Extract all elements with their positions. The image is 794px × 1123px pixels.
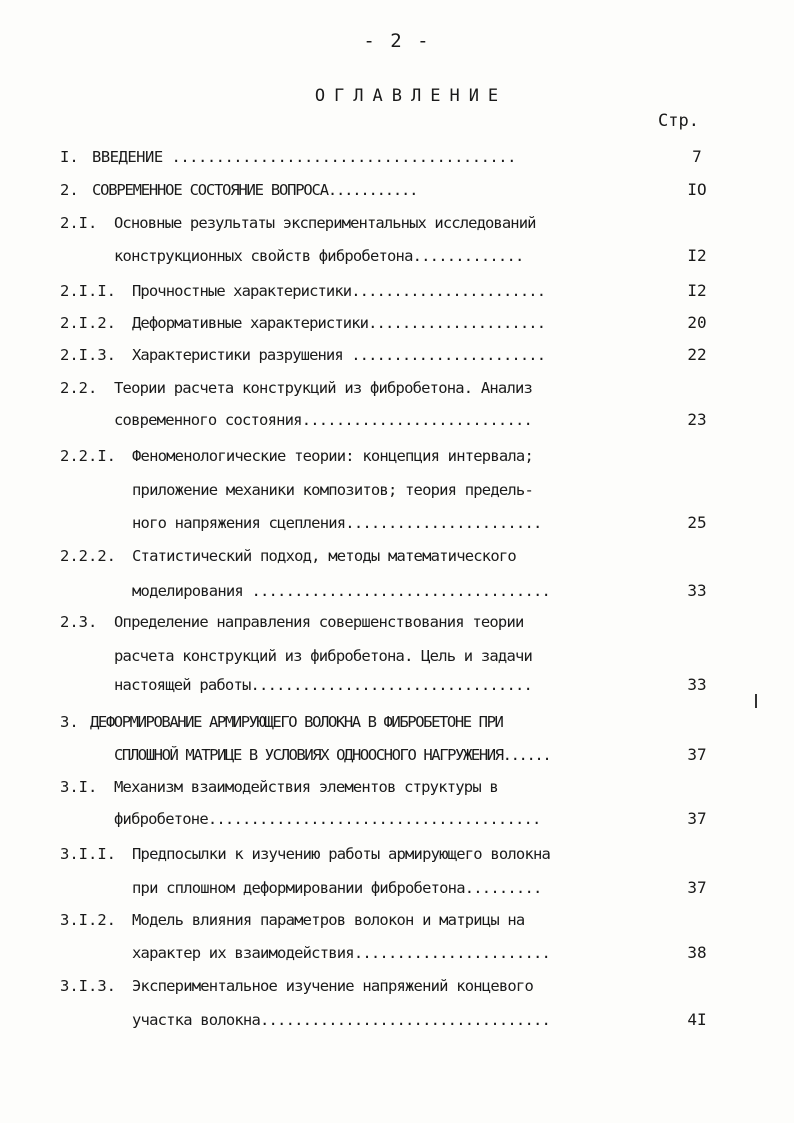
toc-entry-page: 20	[687, 313, 707, 332]
toc-entry-text: Основные результаты экспериментальных исследований	[114, 214, 536, 232]
toc-entry-number: 2.3.	[60, 613, 98, 631]
toc-entry-text: расчета конструкций из фибробетона. Цель и задачи	[114, 647, 533, 665]
page-number: - 2 -	[363, 30, 431, 52]
toc-entry-number: 2.I.	[60, 214, 98, 232]
toc-entry	[0, 342, 794, 368]
toc-entry-text: участка волокна..................................	[132, 1011, 551, 1029]
toc-entry-page: 22	[687, 345, 707, 364]
toc-entry-number: 2.I.I.	[60, 282, 116, 300]
toc-entry-page: 33	[687, 675, 707, 694]
toc-entry-number: 2.2.I.	[60, 447, 116, 465]
toc-entry-number: 3.I.2.	[60, 911, 116, 929]
toc-entry-number: 3.	[60, 713, 79, 731]
toc-entry	[0, 278, 794, 304]
toc-entry-text: Прочностные характеристики.......................	[132, 282, 546, 300]
toc-entry	[0, 177, 794, 203]
toc-entry-page: 33	[687, 581, 707, 600]
toc-entry	[0, 477, 794, 503]
toc-entry-number: 2.	[60, 181, 79, 199]
toc-entry-page: 38	[687, 943, 707, 962]
toc-entry-text: ного напряжения сцепления.......................	[132, 514, 542, 532]
toc-entry	[0, 709, 794, 735]
toc-entry-number: 2.I.2.	[60, 314, 116, 332]
toc-entry	[0, 841, 794, 867]
toc-entry-text: ДЕФОРМИРОВАНИЕ АРМИРУЮЩЕГО ВОЛОКНА В ФИБРОБЕТОНЕ ПРИ	[90, 713, 503, 731]
toc-entry	[0, 310, 794, 336]
toc-entry	[0, 407, 794, 433]
toc-entry	[0, 375, 794, 401]
toc-entry	[0, 806, 794, 832]
toc-entry-text: Определение направления совершенствования теории	[114, 613, 524, 631]
toc-entry-text: СПЛОШНОЙ МАТРИЦЕ В УСЛОВИЯХ ОДНООСНОГО НАГРУЖЕНИЯ......	[114, 746, 551, 764]
toc-entry-page: 37	[687, 809, 707, 828]
page-column-header: Стр.	[658, 111, 699, 131]
toc-entry-number: 3.I.	[60, 778, 98, 796]
toc-entry-number: 3.I.I.	[60, 845, 116, 863]
toc-entry	[0, 643, 794, 669]
toc-entry	[0, 243, 794, 269]
toc-entry-page: 7	[692, 147, 702, 166]
toc-entry-text: Характеристики разрушения .......................	[132, 346, 546, 364]
toc-entry-number: 2.2.	[60, 379, 98, 397]
toc-entry	[0, 742, 794, 768]
toc-entry	[0, 578, 794, 604]
toc-entry-page: 37	[687, 745, 707, 764]
toc-entry	[0, 940, 794, 966]
toc-entry-text: Предпосылки к изучению работы армирующего волокна	[132, 845, 551, 863]
toc-entry-text: конструкционных свойств фибробетона.............	[114, 247, 524, 265]
toc-entry-text: Статистический подход, методы математического	[132, 547, 516, 565]
toc-entry-text: Модель влияния параметров волокон и матрицы на	[132, 911, 525, 929]
toc-entry-text: Экспериментальное изучение напряжений концевого	[132, 977, 533, 995]
toc-entry-number: I.	[60, 148, 79, 166]
toc-entry-text: СОВРЕМЕННОЕ СОСТОЯНИЕ ВОПРОСА...........	[92, 181, 418, 199]
toc-entry	[0, 144, 794, 170]
toc-entry-text: при сплошном деформировании фибробетона.........	[132, 879, 542, 897]
toc-entry	[0, 973, 794, 999]
toc-entry	[0, 907, 794, 933]
toc-entry-text: характер их взаимодействия.......................	[132, 944, 551, 962]
toc-entry	[0, 1007, 794, 1033]
toc-entry-page: 25	[687, 513, 707, 532]
toc-entry-text: приложение механики композитов; теория предель-	[132, 481, 533, 499]
toc-entry	[0, 443, 794, 469]
toc-entry	[0, 543, 794, 569]
toc-entry-text: Деформативные характеристики.....................	[132, 314, 546, 332]
toc-entry-text: моделирования ...................................	[132, 582, 551, 600]
toc-entry	[0, 875, 794, 901]
toc-entry-page: IO	[687, 180, 707, 199]
toc-entry-page: 23	[687, 410, 707, 429]
toc-entry-page: I2	[687, 246, 707, 265]
toc-title: ОГЛАВЛЕНИЕ	[314, 86, 508, 106]
scan-artifact-mark	[755, 694, 757, 708]
toc-entry-page: 37	[687, 878, 707, 897]
toc-entry	[0, 510, 794, 536]
toc-entry-page: I2	[687, 281, 707, 300]
toc-entry-text: Теории расчета конструкций из фибробетона. Анализ	[114, 379, 533, 397]
toc-entry-number: 2.2.2.	[60, 547, 116, 565]
toc-entry	[0, 672, 794, 698]
toc-entry-page: 4I	[687, 1010, 707, 1029]
toc-entry	[0, 609, 794, 635]
toc-entry-text: современного состояния...........................	[114, 411, 533, 429]
toc-entry-text: Механизм взаимодействия элементов структуры в	[114, 778, 498, 796]
toc-entry-text: фибробетоне.......................................	[114, 810, 541, 828]
toc-entry-number: 3.I.3.	[60, 977, 116, 995]
toc-entry-text: Феноменологические теории: концепция интервала;	[132, 447, 533, 465]
toc-entry-text: настоящей работы.................................	[114, 676, 533, 694]
toc-entry-number: 2.I.3.	[60, 346, 116, 364]
toc-entry	[0, 210, 794, 236]
toc-entry	[0, 774, 794, 800]
toc-entry-text: ВВЕДЕНИЕ .......................................	[92, 148, 516, 166]
